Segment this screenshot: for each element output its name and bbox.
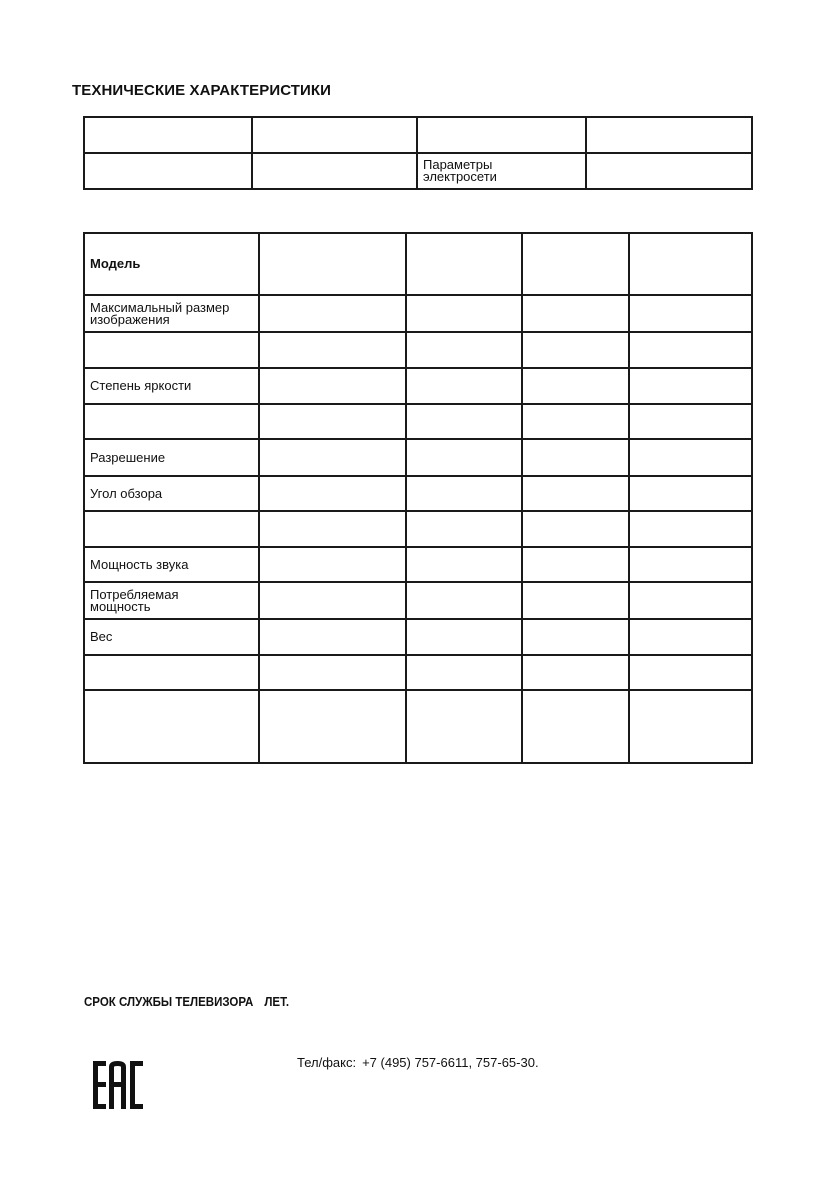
specs-table	[83, 232, 753, 764]
specs-row	[84, 476, 752, 511]
spec-label-cell	[84, 332, 259, 368]
params-row	[84, 153, 752, 189]
specs-row	[84, 439, 752, 476]
spec-value-cell	[259, 332, 406, 368]
spec-value-cell	[522, 233, 629, 295]
spec-value-cell	[259, 404, 406, 439]
spec-value-cell	[522, 582, 629, 619]
params-cell	[586, 117, 752, 153]
spec-value-cell	[259, 295, 406, 332]
spec-value-cell	[629, 511, 752, 547]
params-cell	[252, 153, 417, 189]
spec-value-cell	[522, 619, 629, 655]
spec-label-cell: Степень яркости	[84, 368, 259, 404]
spec-value-cell	[629, 439, 752, 476]
spec-value-cell	[629, 582, 752, 619]
spec-value-cell	[522, 368, 629, 404]
params-cell	[84, 117, 252, 153]
spec-value-cell	[259, 439, 406, 476]
spec-value-cell	[629, 690, 752, 763]
specs-row	[84, 332, 752, 368]
spec-label-cell: Максимальный размер изображения	[84, 295, 259, 332]
spec-value-cell	[522, 404, 629, 439]
specs-row	[84, 368, 752, 404]
spec-label-cell	[84, 655, 259, 690]
specs-row	[84, 295, 752, 332]
spec-value-cell	[259, 233, 406, 295]
service-life-label: СРОК СЛУЖБЫ ТЕЛЕВИЗОРА	[84, 995, 254, 1009]
contact-info	[297, 1055, 539, 1070]
params-row	[84, 117, 752, 153]
spec-label-cell	[84, 511, 259, 547]
spec-value-cell	[406, 690, 522, 763]
spec-value-cell	[259, 655, 406, 690]
spec-value-cell	[629, 404, 752, 439]
spec-value-cell	[406, 476, 522, 511]
specs-row	[84, 690, 752, 763]
params-cell	[586, 153, 752, 189]
page-title: ТЕХНИЧЕСКИЕ ХАРАКТЕРИСТИКИ	[72, 82, 332, 99]
spec-value-cell	[259, 582, 406, 619]
params-cell: Параметры электросети	[417, 153, 586, 189]
eac-mark-icon	[93, 1061, 143, 1109]
spec-value-cell	[629, 547, 752, 582]
spec-value-cell	[629, 332, 752, 368]
specs-row	[84, 582, 752, 619]
spec-value-cell	[629, 368, 752, 404]
spec-value-cell	[629, 655, 752, 690]
params-cell	[417, 117, 586, 153]
service-life-note	[84, 995, 289, 1009]
specs-row	[84, 511, 752, 547]
spec-value-cell	[406, 368, 522, 404]
spec-value-cell	[406, 582, 522, 619]
spec-value-cell	[406, 439, 522, 476]
spec-label-cell: Модель	[84, 233, 259, 295]
spec-value-cell	[259, 368, 406, 404]
specs-header-row	[84, 233, 752, 295]
specs-row	[84, 547, 752, 582]
spec-value-cell	[522, 439, 629, 476]
spec-value-cell	[406, 233, 522, 295]
spec-label-cell: Мощность звука	[84, 547, 259, 582]
spec-value-cell	[259, 690, 406, 763]
spec-label-cell	[84, 404, 259, 439]
spec-value-cell	[522, 690, 629, 763]
spec-value-cell	[259, 619, 406, 655]
spec-label-cell: Угол обзора	[84, 476, 259, 511]
spec-label-cell: Вес	[84, 619, 259, 655]
contact-phone: +7 (495) 757-6611, 757-65-30.	[362, 1055, 539, 1070]
params-cell	[84, 153, 252, 189]
spec-value-cell	[522, 655, 629, 690]
spec-value-cell	[406, 655, 522, 690]
spec-value-cell	[629, 233, 752, 295]
spec-value-cell	[629, 619, 752, 655]
spec-label-cell: Потребляемая мощность	[84, 582, 259, 619]
spec-value-cell	[406, 547, 522, 582]
spec-value-cell	[406, 511, 522, 547]
spec-value-cell	[406, 295, 522, 332]
spec-value-cell	[522, 295, 629, 332]
spec-value-cell	[522, 547, 629, 582]
spec-value-cell	[259, 547, 406, 582]
service-life-unit: ЛЕТ.	[264, 995, 290, 1009]
spec-value-cell	[406, 619, 522, 655]
spec-value-cell	[629, 295, 752, 332]
spec-value-cell	[522, 476, 629, 511]
params-table	[83, 116, 753, 190]
contact-label: Тел/факс:	[297, 1055, 357, 1070]
spec-label-cell: Разрешение	[84, 439, 259, 476]
spec-value-cell	[259, 476, 406, 511]
spec-value-cell	[522, 511, 629, 547]
spec-value-cell	[629, 476, 752, 511]
spec-value-cell	[406, 332, 522, 368]
spec-value-cell	[259, 511, 406, 547]
specs-row	[84, 404, 752, 439]
params-cell	[252, 117, 417, 153]
spec-value-cell	[522, 332, 629, 368]
specs-row	[84, 655, 752, 690]
spec-label-cell	[84, 690, 259, 763]
spec-value-cell	[406, 404, 522, 439]
specs-row	[84, 619, 752, 655]
